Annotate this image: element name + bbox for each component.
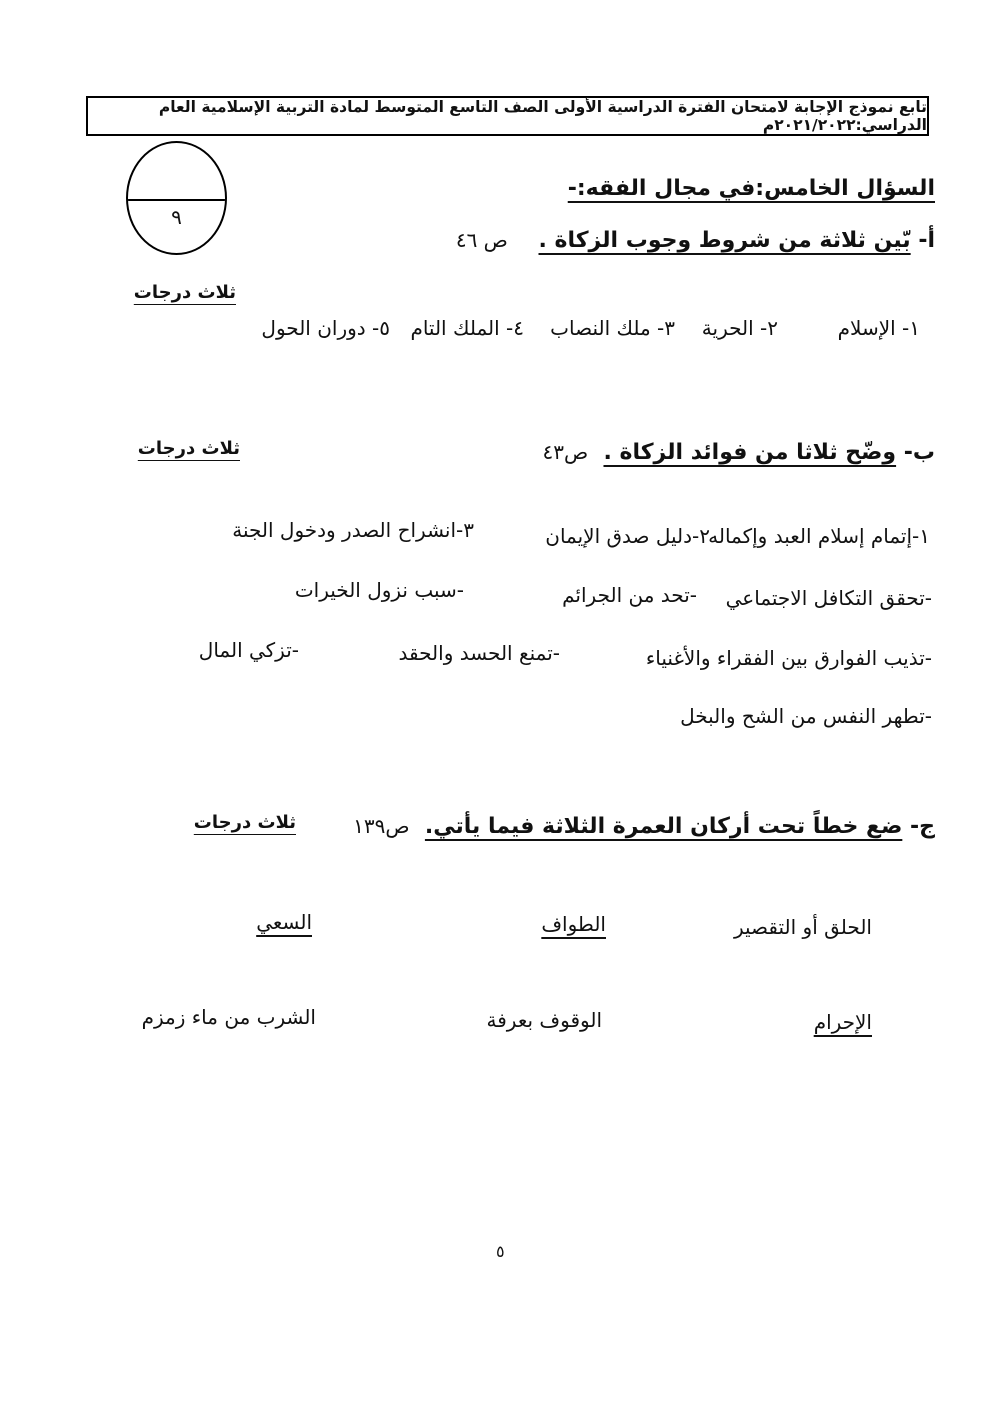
- question-b-answer-9: -تزكي المال: [198, 638, 299, 662]
- question-b-answer-2: ٢-دليل صدق الإيمان: [545, 524, 710, 548]
- option-shaving: الحلق أو التقصير: [733, 915, 872, 939]
- question-a-answer-5: ٥- دوران الحول: [261, 316, 390, 340]
- question-a-answer-4: ٤- الملك التام: [410, 316, 524, 340]
- question-c-letter: ج-: [910, 814, 935, 839]
- score-divider: [128, 199, 225, 201]
- question-b-marks: ثلاث درجات: [137, 438, 240, 459]
- question-b-answer-1: ١-إتمام إسلام العبد وإكماله: [708, 524, 930, 548]
- question-a-answer-1: ١- الإسلام: [837, 316, 920, 340]
- header-box: [86, 96, 929, 136]
- question-b-answer-5: -تحد من الجرائم: [562, 583, 697, 607]
- question-c-marks: ثلاث درجات: [193, 812, 296, 833]
- question-b-answer-8: -تمنع الحسد والحقد: [398, 641, 560, 665]
- page-number: ٥: [496, 1242, 505, 1261]
- section-title: السؤال الخامس:في مجال الفقه:-: [567, 176, 935, 201]
- question-b-answer-6: -سبب نزول الخيرات: [294, 578, 464, 602]
- question-a-text: بّين ثلاثة من شروط وجوب الزكاة .: [538, 228, 911, 253]
- question-c-page-ref: ص١٣٩: [353, 814, 410, 838]
- option-sai: السعي: [256, 910, 312, 934]
- question-a-letter: أ-: [918, 228, 935, 253]
- question-b-text: وضّح ثلاثا من فوائد الزكاة .: [603, 440, 897, 465]
- option-arafah: الوقوف بعرفة: [486, 1008, 602, 1032]
- question-b-answer-3: ٣-انشراح الصدر ودخول الجنة: [232, 518, 474, 542]
- question-b-answer-7: -تذيب الفوارق بين الفقراء والأغنياء: [645, 646, 932, 670]
- option-ihram: الإحرام: [813, 1010, 872, 1034]
- option-tawaf: الطواف: [541, 912, 606, 936]
- question-a-page-ref: ص ٤٦: [455, 228, 508, 252]
- question-b-answer-10: -تطهر النفس من الشح والبخل: [680, 704, 932, 728]
- question-a: [456, 228, 935, 253]
- question-a-answer-3: ٣- ملك النصاب: [550, 316, 675, 340]
- header-text: تابع نموذج الإجابة لامتحان الفترة الدراسية الأولى الصف التاسع المتوسط لمادة التربية الإسلامية العام الدراسي:٢٠٢١/٢٠٢٢م: [158, 98, 927, 134]
- question-b-answer-4: -تحقق التكافل الاجتماعي: [725, 586, 932, 610]
- score-circle: [126, 141, 227, 255]
- option-zamzam: الشرب من ماء زمزم: [141, 1005, 316, 1029]
- score-value: ٩: [171, 205, 182, 229]
- question-a-marks: ثلاث درجات: [133, 282, 236, 303]
- question-b-letter: ب-: [903, 440, 935, 465]
- question-b-page-ref: ص٤٣: [542, 440, 589, 464]
- question-c-text: ضع خطاً تحت أركان العمرة الثلاثة فيما يأتي.: [424, 814, 903, 839]
- question-b: [542, 440, 935, 465]
- question-a-answer-2: ٢- الحرية: [701, 316, 778, 340]
- question-c: [353, 814, 935, 839]
